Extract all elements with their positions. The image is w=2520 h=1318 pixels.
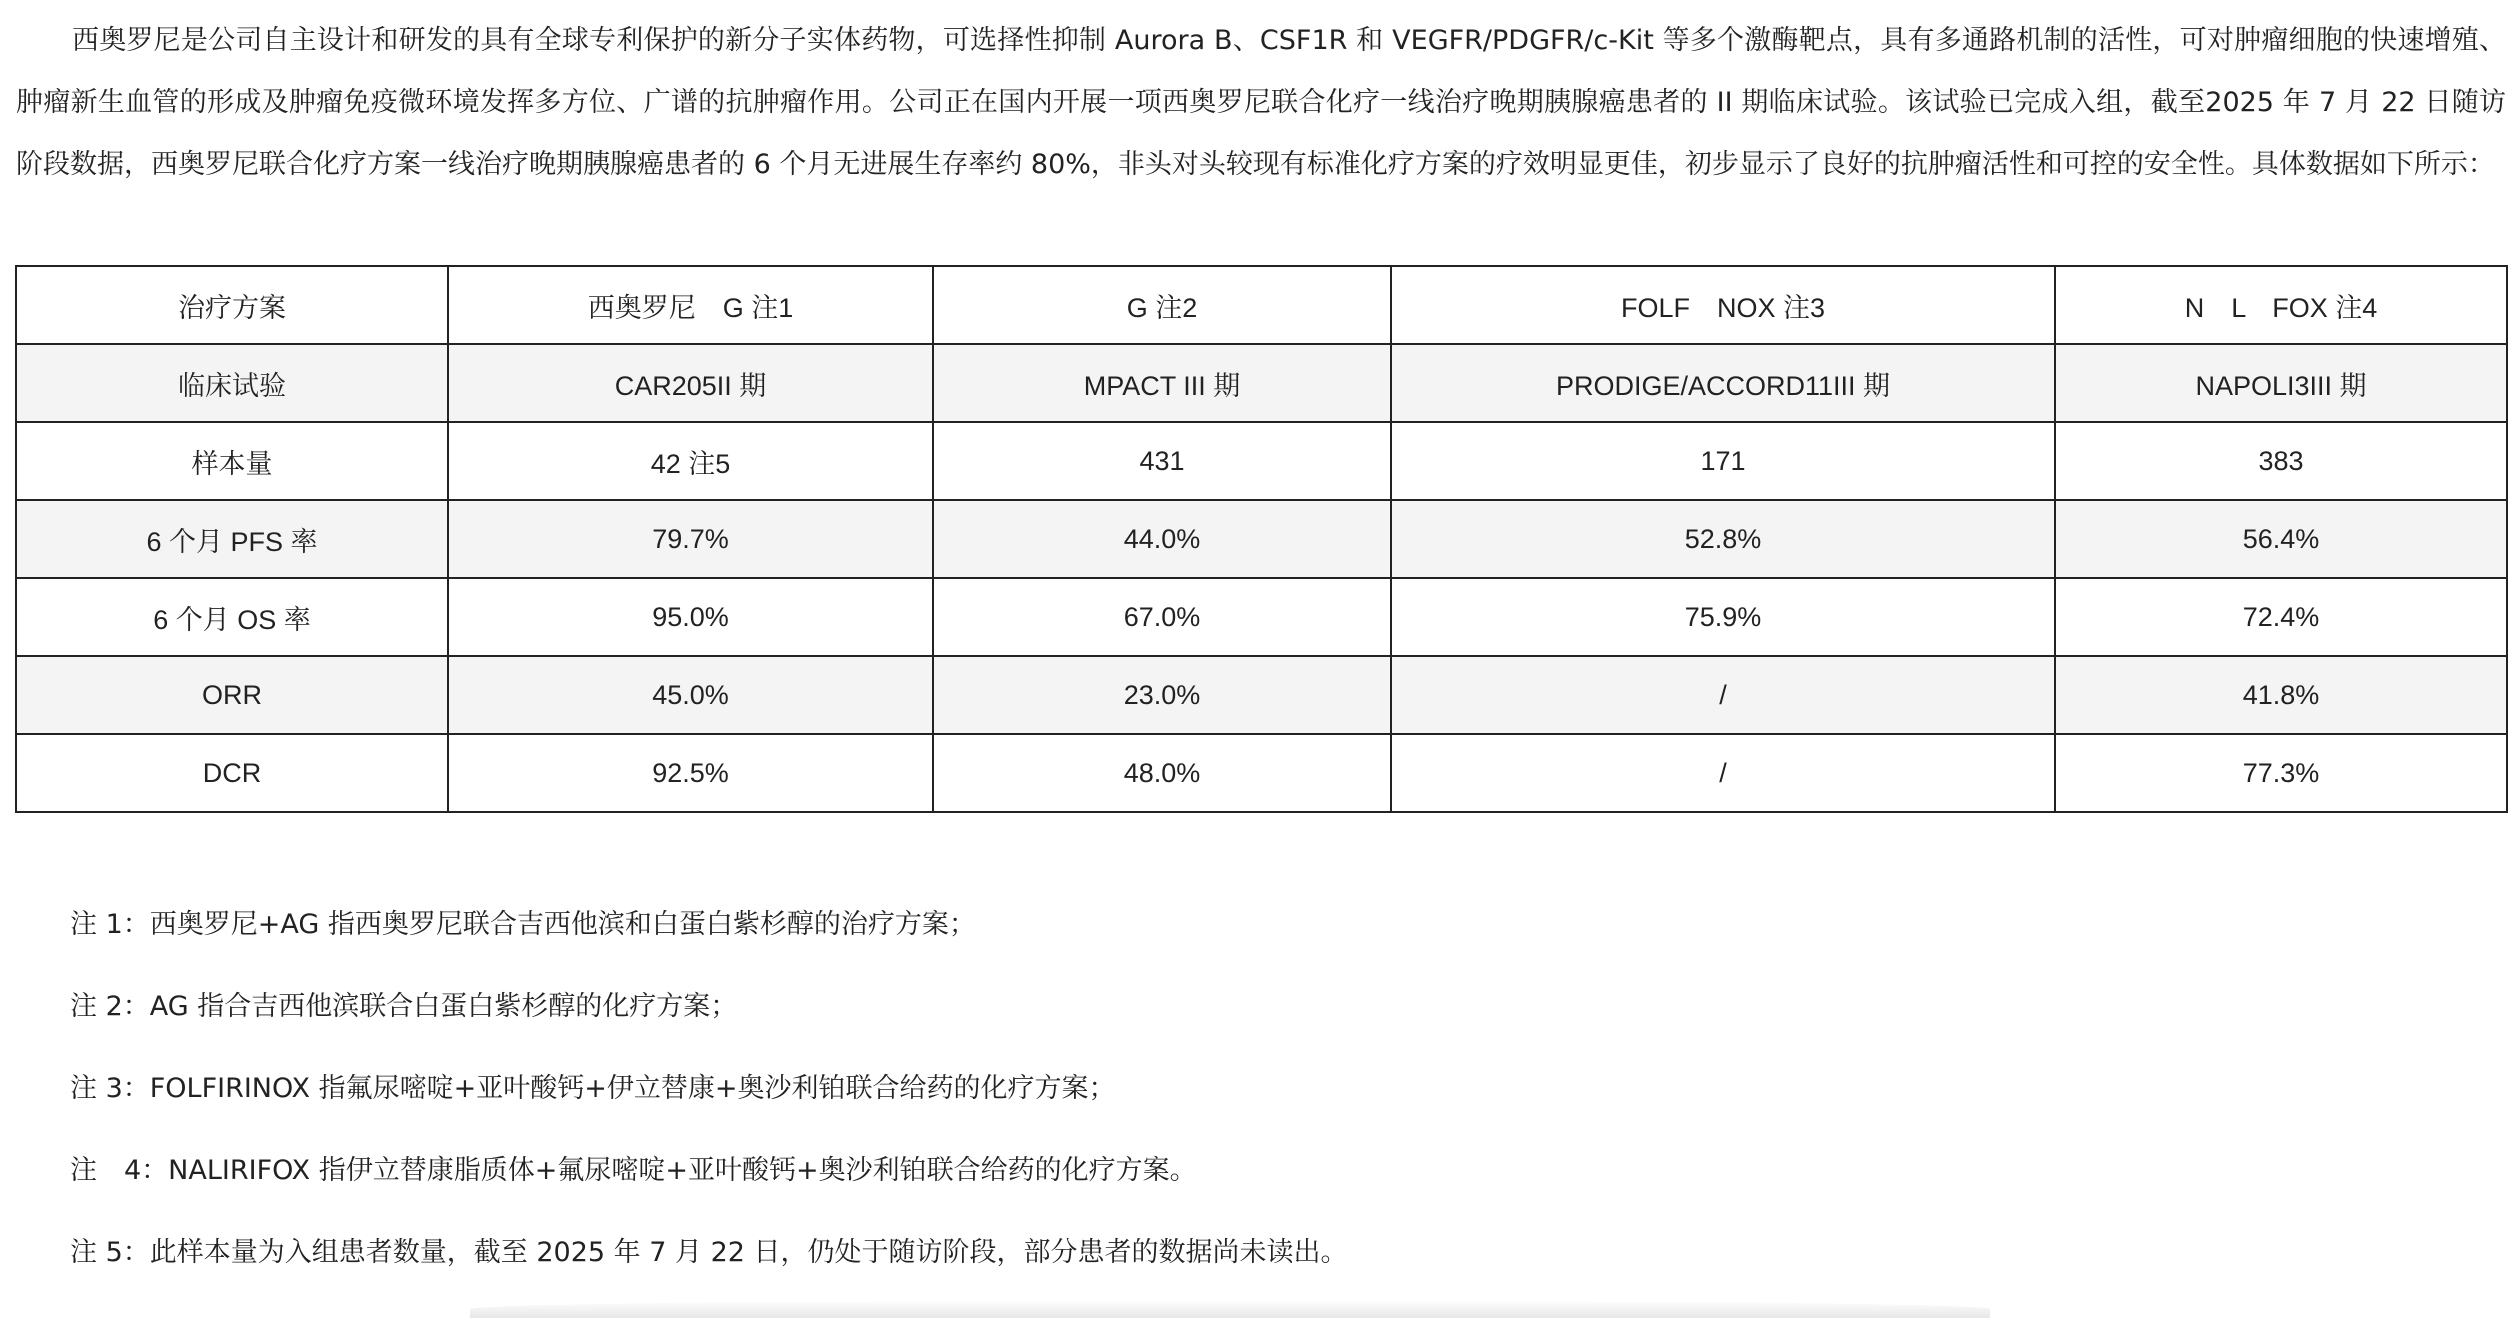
table-cell: 79.7% [448,500,933,578]
row-label-cell: DCR [16,734,448,812]
table-cell: 67.0% [933,578,1391,656]
table-cell: NAPOLI3III 期 [2055,344,2507,422]
table-cell: 45.0% [448,656,933,734]
table-cell: 23.0% [933,656,1391,734]
header-cell: G 注2 [933,266,1391,344]
table-row [16,500,2507,578]
table-cell: PRODIGE/ACCORD11III 期 [1391,344,2055,422]
table-cell: 77.3% [2055,734,2507,812]
intro-paragraph: 西奥罗尼是公司自主设计和研发的具有全球专利保护的新分子实体药物，可选择性抑制 Aurora B、CSF1R 和 VEGFR/PDGFR/c-Kit 等多个激酶靶点，具有多通路机制的活性，可对肿瘤细胞的快速增殖、肿瘤新生血管的形成及肿瘤免疫微环境发挥多方位、广谱的抗肿瘤作用。公司正在国内开展一项西奥罗尼联合化疗一线治疗晚期胰腺癌患者的 II 期临床试验。该试验已完成入组，截至2025 年 7 月 22 日随访阶段数据，西奥罗尼联合化疗方案一线治疗晚期胰腺癌患者的 6 个月无进展生存率约 80%，非头对头较现有标准化疗方案的疗效明显更佳，初步显示了良好的抗肿瘤活性和可控的安全性。具体数据如下所示： [16,25,2506,180]
table-cell: 44.0% [933,500,1391,578]
footnotes [70,905,2470,1315]
footnote: 注 3：FOLFIRINOX 指氟尿嘧啶+亚叶酸钙+伊立替康+奥沙利铂联合给药的化疗方案； [70,1073,1116,1104]
table-cell: 72.4% [2055,578,2507,656]
table-cell: 75.9% [1391,578,2055,656]
table-row [16,578,2507,656]
table-cell: 431 [933,422,1391,500]
row-label-cell: 6 个月 PFS 率 [16,500,448,578]
header-cell: 西奥罗尼 G 注1 [448,266,933,344]
row-label-cell: 临床试验 [16,344,448,422]
table-cell: / [1391,656,2055,734]
row-label-cell: ORR [16,656,448,734]
table-cell: / [1391,734,2055,812]
row-label-cell: 6 个月 OS 率 [16,578,448,656]
footnote: 注 1：西奥罗尼+AG 指西奥罗尼联合吉西他滨和白蛋白紫杉醇的治疗方案； [70,909,976,940]
table-cell: 383 [2055,422,2507,500]
bottom-shadow-decoration [470,1300,1990,1318]
table-row [16,656,2507,734]
table-row [16,422,2507,500]
footnote: 注 4：NALIRIFOX 指伊立替康脂质体+氟尿嘧啶+亚叶酸钙+奥沙利铂联合给药的化疗方案。 [70,1155,1197,1186]
header-cell: FOLF NOX 注3 [1391,266,2055,344]
clinical-data-table [15,265,2508,813]
row-label-cell: 样本量 [16,422,448,500]
table-cell: 92.5% [448,734,933,812]
footnote: 注 5：此样本量为入组患者数量，截至 2025 年 7 月 22 日，仍处于随访阶段，部分患者的数据尚未读出。 [70,1237,1348,1268]
table-header-row [16,266,2507,344]
header-cell: 治疗方案 [16,266,448,344]
table-row [16,734,2507,812]
footnote: 注 2：AG 指合吉西他滨联合白蛋白紫杉醇的化疗方案； [70,991,738,1022]
table-cell: 52.8% [1391,500,2055,578]
table-cell: 171 [1391,422,2055,500]
table-cell: 41.8% [2055,656,2507,734]
table-cell: CAR205II 期 [448,344,933,422]
table-cell: 56.4% [2055,500,2507,578]
table-row [16,344,2507,422]
header-cell: N L FOX 注4 [2055,266,2507,344]
table-cell: MPACT III 期 [933,344,1391,422]
table-cell: 95.0% [448,578,933,656]
table-cell: 42 注5 [448,422,933,500]
table-cell: 48.0% [933,734,1391,812]
